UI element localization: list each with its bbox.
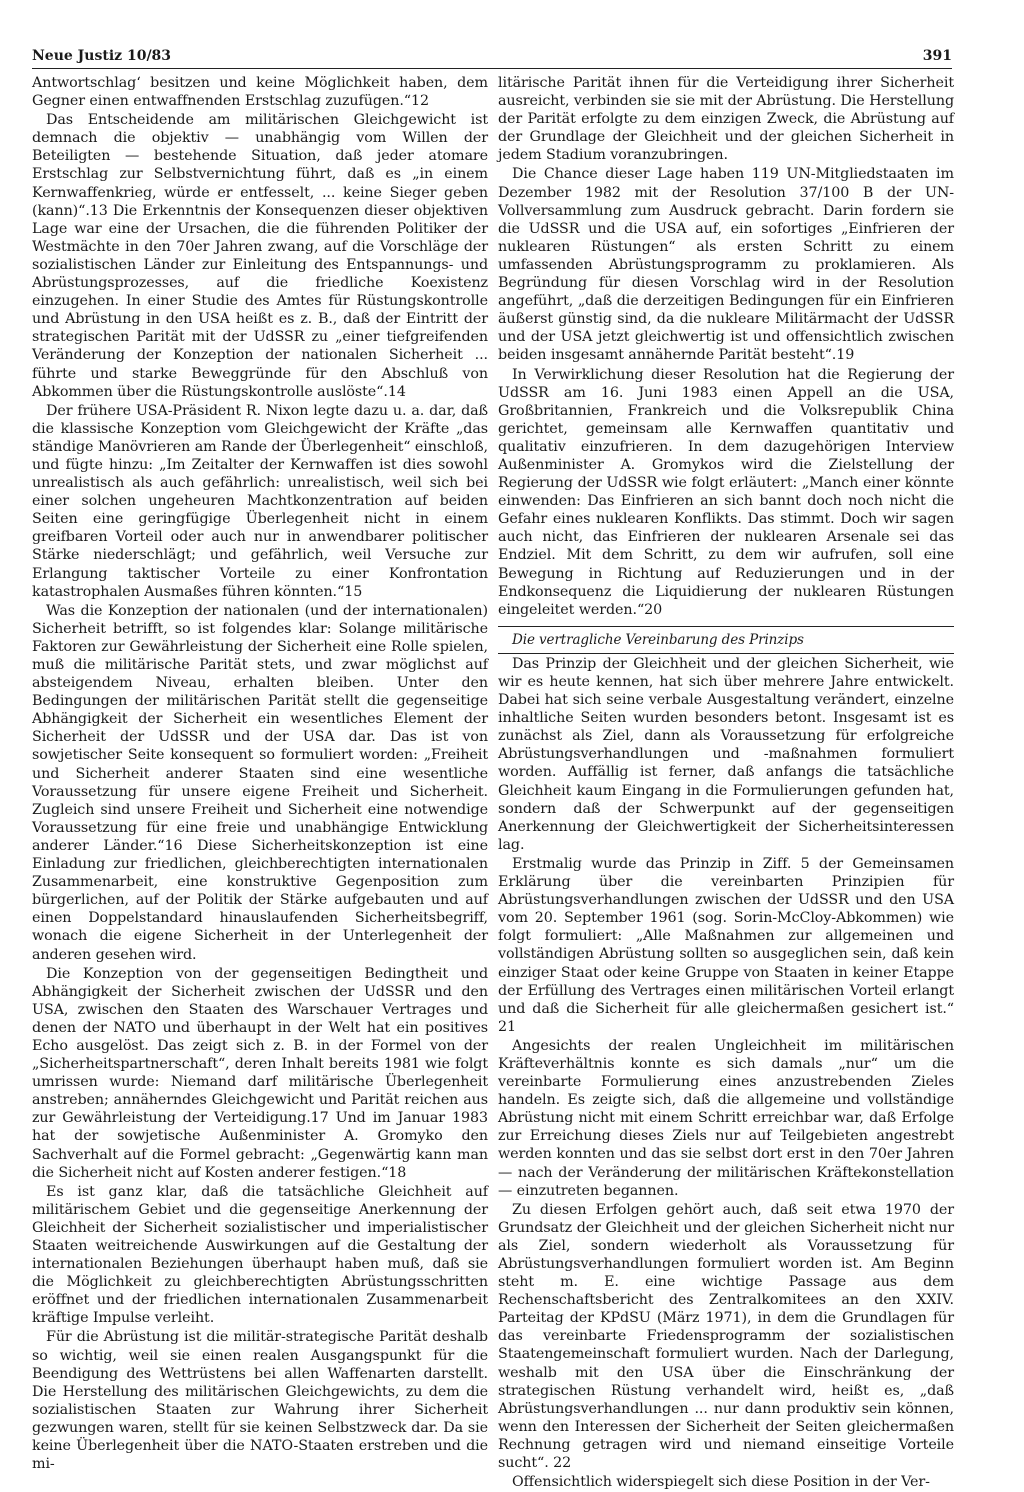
journal-title: Neue Justiz 10/83 — [32, 48, 172, 64]
running-header — [32, 48, 952, 69]
section-divider — [498, 626, 954, 627]
paragraph: Es ist ganz klar, daß die tatsächliche Gleichheit auf militärischem Gebiet und die gegenseitige Anerkennung der Gleichheit der Sicherheit sozialistischer und imperialistischer Staaten weitreichende Auswirkungen auf die Gestaltung der internationalen Beziehungen überhaupt haben muß, daß sie die Möglichkeit zu gleichberechtigten Abrüstungsschritten eröffnet und der friedlichen internationalen Zusammenarbeit kräftige Impulse verleiht. — [32, 1183, 488, 1327]
page-number: 391 — [922, 48, 952, 64]
paragraph: Zu diesen Erfolgen gehört auch, daß seit etwa 1970 der Grundsatz der Gleichheit und der gleichen Sicherheit nicht nur als Ziel, sondern wiederholt als Voraussetzung für Abrüstungsverhandlungen formuliert worden ist. Am Beginn steht m. E. eine wichtige Passage aus dem Rechenschaftsbericht des Zentralkomitees an den XXIV. Parteitag der KPdSU (März 1971), in dem die Grundlagen für das vereinbarte Friedensprogramm der sozialistischen Staatengemeinschaft formuliert wurden. Nach der Darlegung, weshalb mit den USA über die Einschränkung der strategischen Rüstung verhandelt wird, heißt es, „daß Abrüstungsverhandlungen ... nur dann produktiv sein können, wenn den Interessen der Sicherheit der Seiten gleichermaßen Rechnung getragen wird und niemand einseitige Vorteile sucht“. 22 — [498, 1201, 954, 1472]
paragraph: Erstmalig wurde das Prinzip in Ziff. 5 der Gemeinsamen Erklärung über die vereinbarten Prinzipien für Abrüstungsverhandlungen zwischen der UdSSR und den USA vom 20. September 1961 (sog. Sorin-McCloy-Abkommen) wie folgt formuliert: „Alle Maßnahmen zur allgemeinen und vollständigen Abrüstung sollten so ausgeglichen sein, daß kein einziger Staat oder keine Gruppe von Staaten in keiner Etappe der Erfüllung des Vertrages einen militärischen Vorteil erlangt und daß die Sicherheit für alle gleichermaßen gesichert ist.“ 21 — [498, 855, 954, 1035]
paragraph: Für die Abrüstung ist die militär-strategische Parität deshalb so wichtig, weil sie einen realen Ausgangspunkt für die Beendigung des Wettrüstens bei allen Waffenarten darstellt. Die Herstellung des militärischen Gleichgewichts, zu dem die sozialistischen Staaten zur Wahrung ihrer Sicherheit gezwungen waren, stellt für sie keinen Selbstzweck dar. Da sie keine Überlegenheit über die NATO-Staaten erstreben und die mi- — [32, 1329, 488, 1473]
paragraph: Angesichts der realen Ungleichheit im militärischen Kräfteverhältnis konnte es sich damals „nur“ um die vereinbarte Formulierung eines anzustrebenden Zieles handeln. Es zeigte sich, daß die allgemeine und vollständige Abrüstung nicht mit einem Schritt erreichbar war, daß Erfolge zur Erreichung dieses Ziels nur auf Teilgebieten angestrebt werden konnten und das sie selbst dort erst in den 70er Jahren — nach der Veränderung der militärischen Kräftekonstellation — einzutreten begannen. — [498, 1037, 954, 1199]
paragraph: Der frühere USA-Präsident R. Nixon legte dazu u. a. dar, daß die klassische Konzeption vom Gleichgewicht der Kräfte „das ständige Manövrieren am Rande der Überlegenheit“ einschloß, und fügte hinzu: „Im Zeitalter der Kernwaffen ist dies sowohl unrealistisch als auch gefährlich: unrealistisch, weil sich bei einer solchen ungeheuren Machtkonzentration auf beiden Seiten eine geringfügige Überlegenheit nicht in einem greifbaren Vorteil oder auch nur in anwendbarer politischer Stärke niederschlägt; und gefährlich, weil Versuche zur Erlangung taktischer Vorteile zu einer Konfrontation katastrophalen Ausmaßes führen könnten.“15 — [32, 402, 488, 600]
paragraph: Die Chance dieser Lage haben 119 UN-Mitgliedstaaten im Dezember 1982 mit der Resolution 37/100 B der UN-Vollversammlung zum Ausdruck gebracht. Darin fordern sie die UdSSR und die USA auf, ein sofortiges „Einfrieren der nuklearen Rüstungen“ als ersten Schritt zu einem umfassenden Abrüstungsprogramm zu proklamieren. Als Begründung für diesen Vorschlag wird in der Resolution angeführt, „daß die derzeitigen Bedingungen für ein Einfrieren äußerst günstig sind, da die nukleare Militärmacht der UdSSR und der USA jetzt gleichwertig ist und offensichtlich zwischen beiden insgesamt annähernde Parität besteht“.19 — [498, 166, 954, 364]
section-heading: Die vertragliche Vereinbarung des Prinzips — [498, 631, 954, 654]
left-column — [32, 74, 488, 1474]
right-column — [498, 74, 954, 1492]
paragraph: Was die Konzeption der nationalen (und der internationalen) Sicherheit betrifft, so ist folgendes klar: Solange militärische Faktoren zur Gewährleistung der Sicherheit eine Rolle spielen, muß die militärische Parität stets, und zwar möglichst auf absteigendem Niveau, erhalten bleiben. Unter den Bedingungen der militärischen Parität stellt die gegenseitige Abhängigkeit der Sicherheit ein wesentliches Element der Sicherheit der UdSSR und der USA dar. Das ist von sowjetischer Seite konsequent so formuliert worden: „Freiheit und Sicherheit anderer Staaten sind eine wesentliche Voraussetzung für unsere eigene Freiheit und Sicherheit. Zugleich sind unsere Freiheit und Sicherheit eine notwendige Voraussetzung für eine freie und unabhängige Entwicklung anderer Länder.“16 Diese Sicherheitskonzeption ist eine Einladung zur friedlichen, gleichberechtigten internationalen Zusammenarbeit, eine konstruktive Gegenposition zum bürgerlichen, auf der Politik der Stärke aufgebauten und auf einen Doppelstandard hinauslaufenden Sicherheitsbegriff, wonach die eigene Sicherheit in der Unterlegenheit der anderen gesehen wird. — [32, 602, 488, 963]
paragraph: litärische Parität ihnen für die Verteidigung ihrer Sicherheit ausreicht, verbinden sie sie mit der Abrüstung. Die Herstellung der Parität erfolgte zu dem einzigen Zweck, die Abrüstung auf der Grundlage der Gleichheit und der gleichen Sicherheit in jedem Stadium voranzubringen. — [498, 75, 954, 164]
paragraph: Offensichtlich widerspiegelt sich diese Position in der Ver- — [512, 1474, 930, 1491]
paragraph: In Verwirklichung dieser Resolution hat die Regierung der UdSSR am 16. Juni 1983 einen Appell an die USA, Großbritannien, Frankreich und die Volksrepublik China gerichtet, gemeinsam alle Kernwaffen quantitativ und qualitativ einzufrieren. In dem dazugehörigen Interview Außenminister A. Gromykos wird die Zielstellung der Regierung der UdSSR wie folgt erläutert: „Manch einer könnte einwenden: Das Einfrieren an sich bannt doch noch nicht die Gefahr eines nuklearen Konflikts. Das stimmt. Doch wir sagen auch nicht, das Einfrieren der nuklearen Arsenale sei das Endziel. Mit dem Schritt, zu dem wir aufrufen, soll eine Bewegung in Richtung auf Reduzierungen und in der Endkonsequenz die Liquidierung der nuklearen Rüstungen eingeleitet werden.“20 — [498, 366, 954, 618]
paragraph: Das Prinzip der Gleichheit und der gleichen Sicherheit, wie wir es heute kennen, hat sich über mehrere Jahre entwickelt. Dabei hat sich seine verbale Ausgestaltung verändert, einzelne inhaltliche Seiten wurden besonders betont. Insgesamt ist es zunächst als Ziel, dann als Voraussetzung für erfolgreiche Abrüstungsverhandlungen und -maßnahmen formuliert worden. Auffällig ist ferner, daß anfangs die tatsächliche Gleichheit kaum Eingang in die Formulierungen gefunden hat, sondern daß der Schwerpunkt auf der gegenseitigen Anerkennung der Gleichwertigkeit der Sicherheitsinteressen lag. — [498, 655, 954, 853]
paragraph: Antwortschlag‘ besitzen und keine Möglichkeit haben, dem Gegner einen entwaffnenden Erstschlag zuzufügen.“12 — [32, 75, 488, 110]
paragraph: Das Entscheidende am militärischen Gleichgewicht ist demnach die objektiv — unabhängig vom Willen der Beteiligten — bestehende Situation, daß jeder atomare Erstschlag zur Selbstvernichtung führt, daß es „in einem Kernwaffenkrieg, würde er entfesselt, ... keine Sieger geben (kann)“.13 Die Erkenntnis der Konsequenzen dieser objektiven Lage war eine der Ursachen, die die führenden Politiker der Westmächte in den 70er Jahren zwang, auf die Vorschläge der sozialistischen Länder zur Einleitung des Entspannungs- und Abrüstungsprozesses, auf die friedliche Koexistenz einzugehen. In einer Studie des Amtes für Rüstungskontrolle und Abrüstung in den USA heißt es z. B., daß der Eintritt der strategischen Parität mit der UdSSR zu „einer tiefgreifenden Veränderung der Konzeption der nationalen Sicherheit ... führte und starke Beweggründe für den Abschluß von Abkommen über die Rüstungskontrolle auslöste“.14 — [32, 112, 488, 400]
paragraph: Die Konzeption von der gegenseitigen Bedingtheit und Abhängigkeit der Sicherheit zwischen der UdSSR und den USA, zwischen den Staaten des Warschauer Vertrages und denen der NATO und überhaupt in der Welt hat ein positives Echo ausgelöst. Das zeigt sich z. B. in der Formel von der „Sicherheitspartnerschaft“, deren Inhalt bereits 1981 wie folgt umrissen wurde: Niemand darf militärische Überlegenheit anstreben; annäherndes Gleichgewicht und Parität reichen aus zur Gewährleistung der Verteidigung.17 Und im Januar 1983 hat der sowjetische Außenminister A. Gromyko den Sachverhalt auf die Formel gebracht: „Gegenwärtig kann man die Sicherheit nicht auf Kosten anderer festigen.“18 — [32, 965, 488, 1181]
